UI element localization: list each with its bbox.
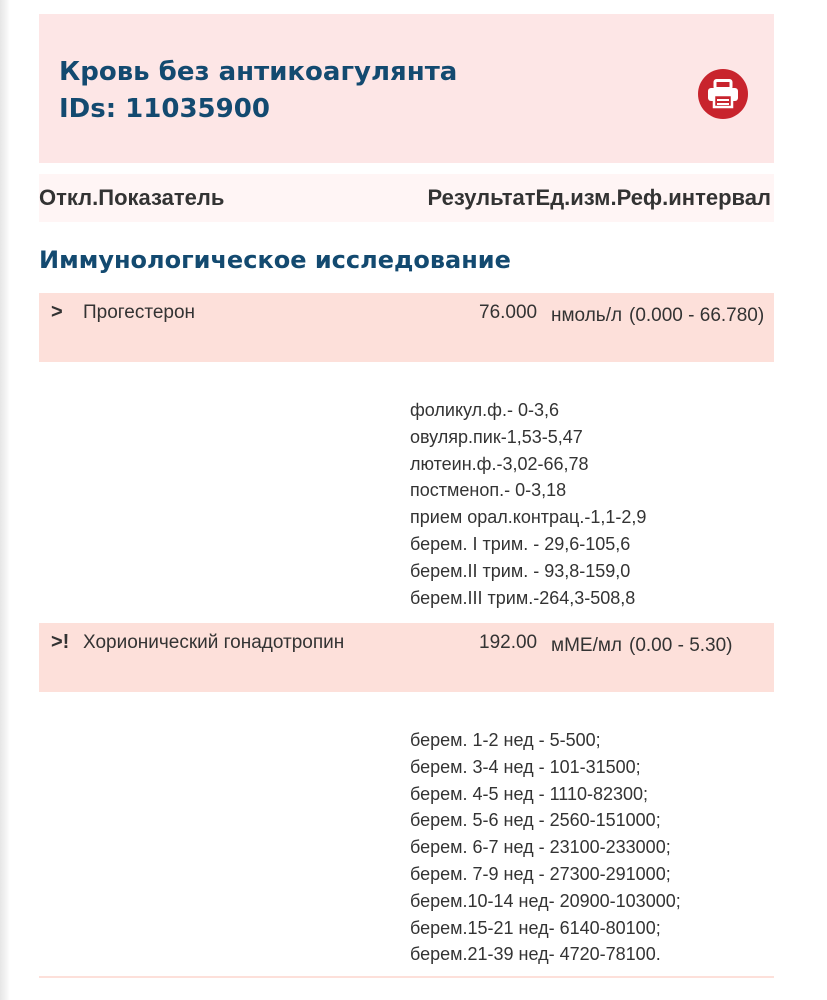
reference-note: фоликул.ф.- 0-3,6 bbox=[410, 400, 560, 420]
column-header-result: РезультатЕд.изм.Реф.интервал bbox=[427, 185, 771, 210]
print-button[interactable] bbox=[698, 69, 748, 119]
result-unit: нмоль/л bbox=[551, 305, 623, 326]
reference-note: берем. 3-4 нед - 101-31500; bbox=[410, 756, 641, 777]
left-edge-shadow bbox=[0, 0, 10, 1000]
reference-note: берем.III трим.-264,3-508,8 bbox=[410, 587, 636, 608]
divider bbox=[39, 976, 774, 978]
deviation-flag: >! bbox=[51, 631, 70, 653]
result-row-hcg[interactable] bbox=[39, 623, 774, 692]
indicator-name: Хорионический гонадотропин bbox=[83, 632, 345, 653]
reference-note: берем.II трим. - 93,8-159,0 bbox=[410, 560, 631, 581]
title-material: Кровь без антикоагулянта bbox=[59, 57, 458, 87]
result-value: 192.00 bbox=[479, 632, 538, 653]
reference-note: берем. 5-6 нед - 2560-151000; bbox=[410, 810, 661, 831]
reference-note: берем. 4-5 нед - 1110-82300; bbox=[410, 783, 649, 804]
reference-note: берем.10-14 нед- 20900-103000; bbox=[410, 890, 681, 911]
reference-note: берем. 1-2 нед - 5-500; bbox=[410, 730, 601, 750]
reference-note: лютеин.ф.-3,02-66,78 bbox=[410, 453, 589, 474]
printer-icon bbox=[706, 79, 740, 109]
page-header bbox=[39, 14, 774, 163]
reference-note: берем.15-21 нед- 6140-80100; bbox=[410, 917, 661, 938]
result-unit: мМЕ/мл bbox=[551, 635, 622, 656]
section-title: Иммунологическое исследование bbox=[39, 246, 511, 274]
reference-note: берем. I трим. - 29,6-105,6 bbox=[410, 533, 631, 554]
result-value: 76.000 bbox=[479, 302, 538, 323]
indicator-name: Прогестерон bbox=[83, 302, 196, 323]
reference-notes-hcg bbox=[410, 727, 681, 968]
reference-note: постменоп.- 0-3,18 bbox=[410, 480, 567, 501]
deviation-flag: > bbox=[51, 301, 63, 323]
result-row-progesterone[interactable] bbox=[39, 293, 774, 362]
reference-interval: (0.000 - 66.780) bbox=[629, 305, 765, 326]
reference-note: прием орал.контрац.-1,1-2,9 bbox=[410, 507, 647, 528]
reference-notes-progesterone bbox=[410, 397, 646, 611]
column-header-indicator: Откл.Показатель bbox=[39, 185, 225, 210]
reference-note: берем. 7-9 нед - 27300-291000; bbox=[410, 863, 671, 884]
title-ids: IDs: 11035900 bbox=[59, 94, 270, 124]
page-title bbox=[59, 54, 457, 128]
reference-note: берем. 6-7 нед - 23100-233000; bbox=[410, 837, 671, 858]
reference-interval: (0.00 - 5.30) bbox=[629, 635, 733, 656]
reference-note: овуляр.пик-1,53-5,47 bbox=[410, 426, 583, 447]
reference-note: берем.21-39 нед- 4720-78100. bbox=[410, 944, 661, 965]
column-headers bbox=[39, 174, 774, 222]
